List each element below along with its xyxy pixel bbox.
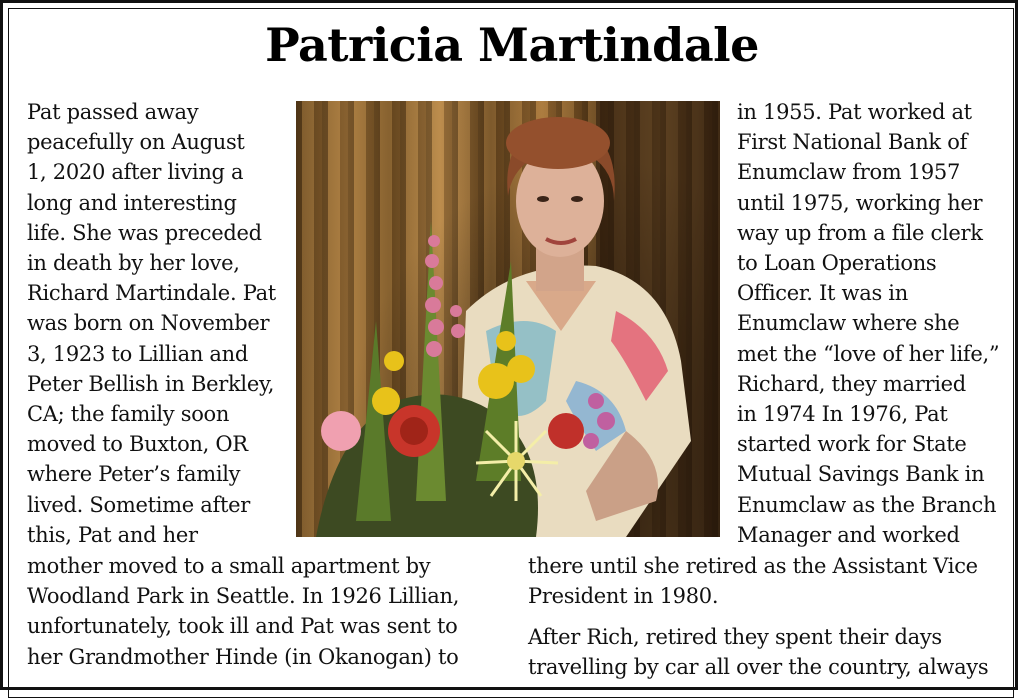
text-line: was born on November [27, 311, 270, 336]
text-line: this, Pat and her [27, 522, 198, 547]
text-line: First National Bank of [737, 130, 968, 155]
portrait-photo [296, 101, 720, 537]
text-line: long and interesting [27, 190, 237, 215]
text-line: where Peter’s family [27, 462, 241, 487]
text-line: President in 1980. [528, 584, 719, 609]
obituary-title: Patricia Martindale [265, 18, 759, 72]
portrait-figure [296, 101, 720, 537]
text-line: Enumclaw as the Branch [737, 492, 997, 517]
text-line: in 1974 In 1976, Pat [737, 402, 948, 426]
text-line: her Grandmother Hinde (in Okanogan) to [27, 644, 459, 669]
text-line: started work for State [737, 432, 967, 457]
text-line: 3, 1923 to Lillian and [27, 341, 249, 366]
text-line: in 1955. Pat worked at [737, 100, 972, 124]
text-line: Mutual Savings Bank in [737, 462, 985, 487]
text-line: CA; the family soon [27, 402, 230, 426]
text-line: Pat passed away [27, 100, 199, 124]
text-line: until 1975, working her [737, 190, 983, 215]
text-line: After Rich, retired they spent their days [528, 625, 942, 649]
text-line: moved to Buxton, OR [27, 432, 248, 457]
text-line: in death by her love, [27, 251, 240, 275]
text-line: Manager and worked [737, 522, 960, 547]
text-line: way up from a file clerk [737, 220, 983, 245]
text-line: travelling by car all over the country, always [528, 655, 989, 680]
text-line: Peter Bellish in Berkley, [27, 371, 275, 396]
text-line: Officer. It was in [737, 281, 908, 306]
text-line: there until she retired as the Assistant Vice [528, 554, 978, 578]
text-line: to Loan Operations [737, 251, 937, 275]
text-line: unfortunately, took ill and Pat was sent to [27, 614, 458, 639]
text-line: mother moved to a small apartment by [27, 554, 431, 578]
text-line: peacefully on August [27, 130, 245, 155]
text-line: Enumclaw from 1957 [737, 160, 961, 185]
text-line: 1, 2020 after living a [27, 160, 244, 185]
text-line: lived. Sometime after [27, 492, 250, 517]
text-line: Woodland Park in Seattle. In 1926 Lillian, [27, 584, 460, 609]
text-line: Richard, they married [737, 371, 966, 396]
text-line: met the “love of her life,” [737, 341, 1000, 366]
text-line: Richard Martindale. Pat [27, 281, 276, 306]
text-line: life. She was preceded [27, 220, 262, 245]
text-line: Enumclaw where she [737, 311, 960, 336]
